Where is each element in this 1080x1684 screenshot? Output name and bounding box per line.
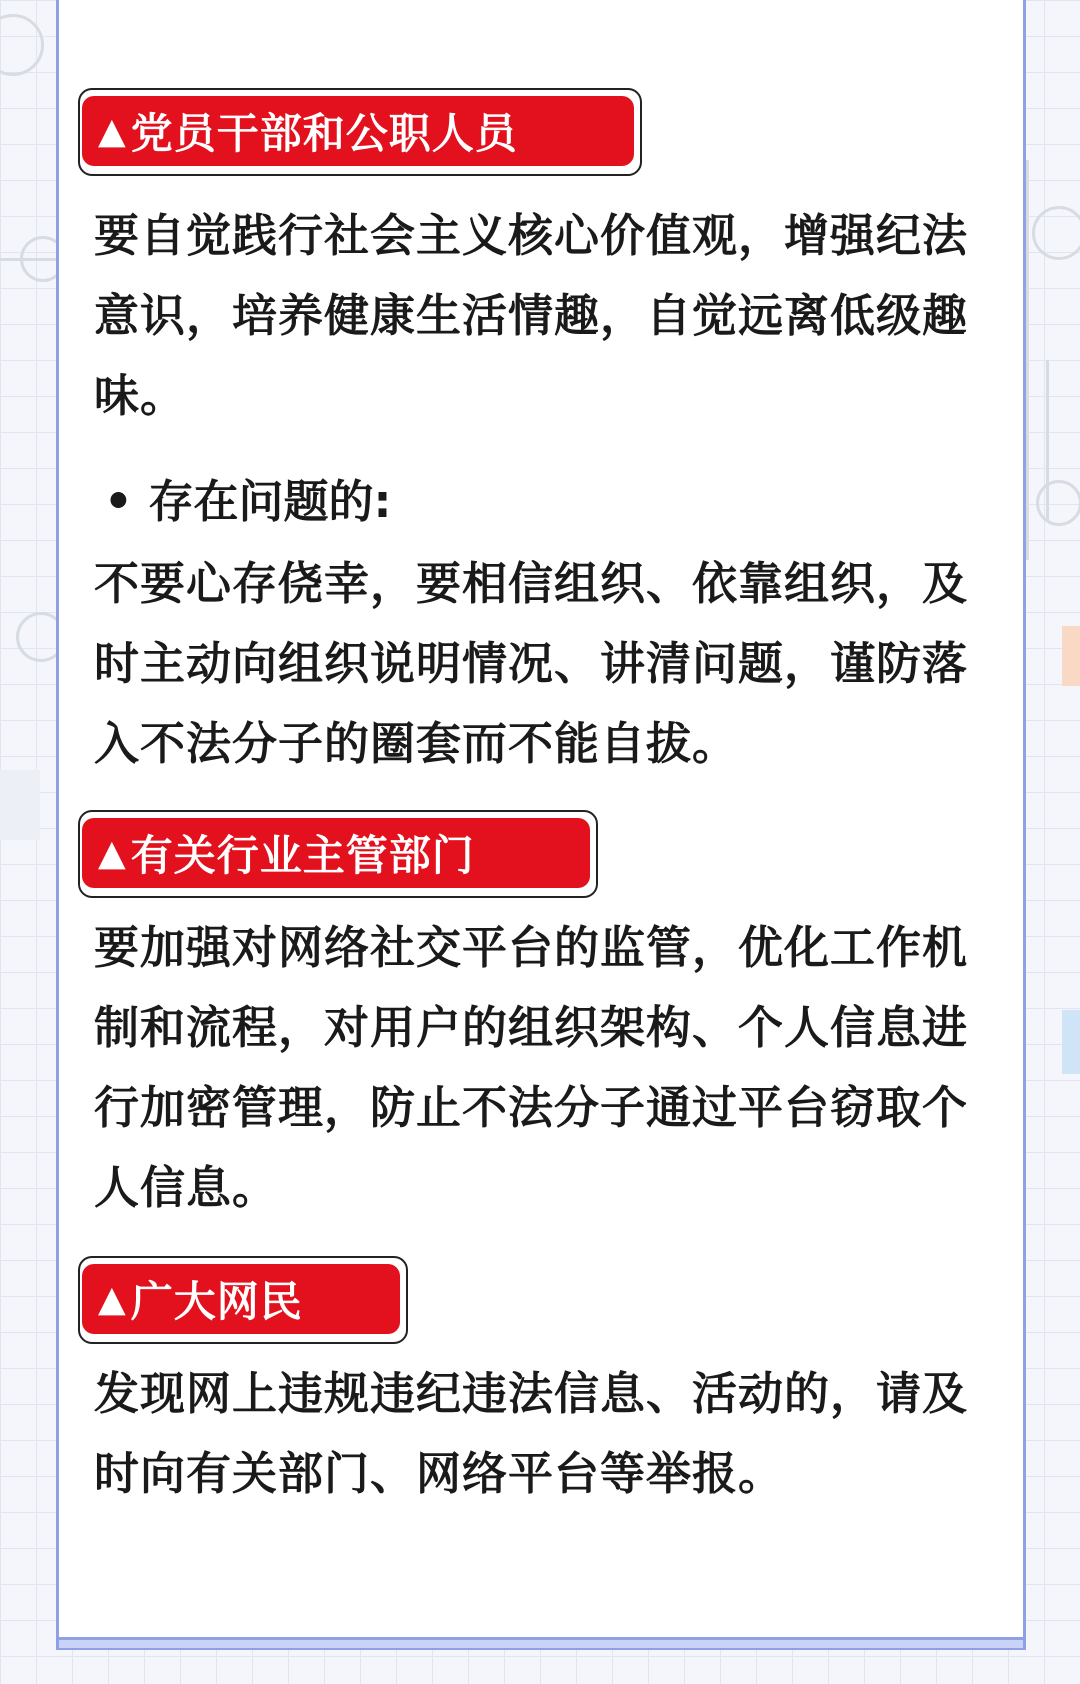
decorative-block xyxy=(1062,1010,1080,1074)
decorative-line xyxy=(1026,160,1029,560)
section-tag-regulators xyxy=(82,818,590,888)
tag-text: 广大网民 xyxy=(130,1277,303,1326)
tag-label xyxy=(82,818,590,888)
tag-text: 党员干部和公职人员 xyxy=(130,109,518,158)
triangle-icon: ▲ xyxy=(98,1278,127,1320)
tag-label xyxy=(82,1264,400,1334)
tag-text: 有关行业主管部门 xyxy=(130,831,475,880)
sub-heading xyxy=(104,462,391,542)
section-paragraph: 要自觉践行社会主义核心价值观，增强纪法意识，培养健康生活情趣，自觉远离低级趣味。 xyxy=(94,209,969,422)
bullet-icon: • xyxy=(104,475,133,528)
card-bottom-band xyxy=(56,1640,1026,1650)
decorative-line xyxy=(0,258,56,261)
section-tag-netizens xyxy=(82,1264,400,1334)
tag-label xyxy=(82,96,634,166)
decorative-circle xyxy=(1036,480,1080,526)
decorative-line xyxy=(1046,360,1049,520)
decorative-block xyxy=(0,770,40,840)
decorative-circle xyxy=(1032,206,1080,260)
section-paragraph: 要加强对网络社交平台的监管，优化工作机制和流程，对用户的组织架构、个人信息进行加密管理，防止不法分子通过平台窃取个人信息。 xyxy=(94,921,969,1214)
section-paragraph: 发现网上违规违纪违法信息、活动的，请及时向有关部门、网络平台等举报。 xyxy=(94,1367,969,1500)
decorative-block xyxy=(1062,626,1080,686)
triangle-icon: ▲ xyxy=(98,832,127,874)
sub-heading-text: 存在问题的: xyxy=(148,475,392,528)
decorative-circle xyxy=(0,14,44,76)
sub-paragraph: 不要心存侥幸，要相信组织、依靠组织，及时主动向组织说明情况、讲清问题，谨防落入不法分子的圈套而不能自拔。 xyxy=(94,557,969,770)
section-tag-party-cadres xyxy=(82,96,634,166)
triangle-icon: ▲ xyxy=(98,110,127,152)
